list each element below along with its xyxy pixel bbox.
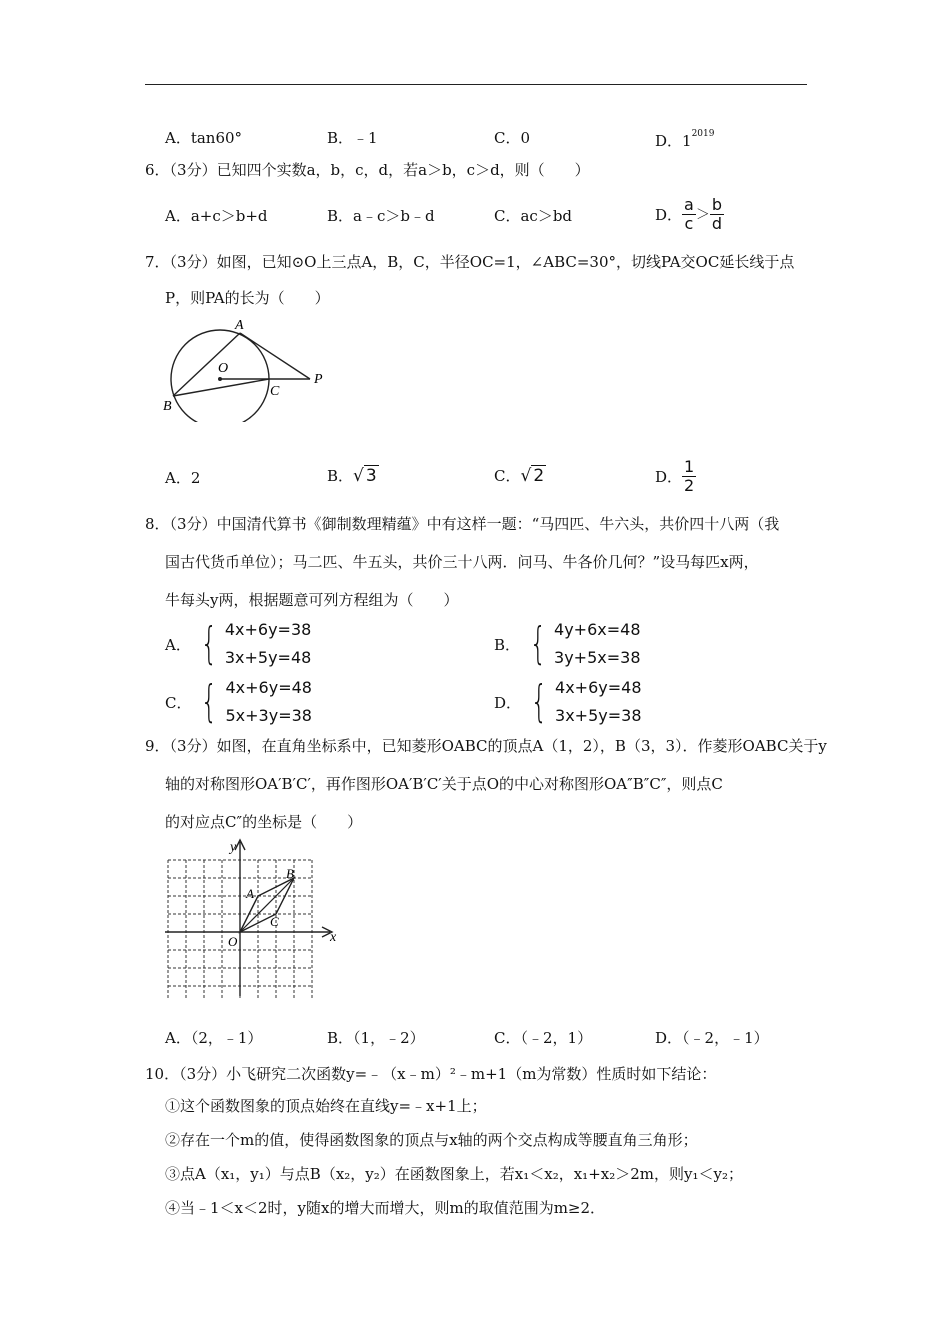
label-b: B [286,866,294,881]
fraction-denominator: d [711,214,722,233]
brace-icon: { [201,676,218,727]
q10-statement-3: ③点A（x₁，y₁）与点B（x₂，y₂）在函数图象上，若x₁＜x₂，x₁+x₂＞2m，则y₁＜y₂； [165,1165,743,1183]
q10-stem: 10．（3分）小飞研究二次函数y=﹣（x﹣m）²﹣m+1（m为常数）性质时如下结论： [145,1065,717,1083]
q6-stem: 6．（3分）已知四个实数a，b，c，d，若a＞b，c＞d，则（ ） [145,161,590,179]
q9-option-b[interactable]: B．（1，﹣2） [327,1029,425,1047]
q5-option-d[interactable] [655,128,714,151]
brace-icon: { [529,618,547,669]
fraction-denominator: 2 [684,476,695,495]
q7-circle-figure [160,312,340,422]
fraction-denominator: c [684,214,694,233]
q7-option-d[interactable] [655,458,696,495]
q9-stem-line2: 轴的对称图形OA′B′C′，再作图形OA′B′C′关于点O的中心对称图形OA″B″C″，则点C [165,775,723,793]
equation-1: 4x+6y=48 [555,678,642,697]
equation-1: 4x+6y=38 [224,620,312,639]
option-label: B． [494,635,521,654]
q7-option-d-label: D． [655,467,683,486]
q5-option-d-exponent: 2019 [691,129,715,139]
fraction-numerator: 1 [684,457,695,476]
label-a: A [246,886,254,901]
fraction-one-half [682,458,696,495]
option-label: C． [165,693,192,712]
q9-option-c[interactable]: C．（﹣2，1） [494,1029,593,1047]
label-o: O [228,934,238,949]
q6-fraction-a-over-c [682,196,696,233]
q10-statement-1: ①这个函数图象的顶点始终在直线y=﹣x+1上； [165,1097,487,1115]
label-b: B [163,399,172,414]
option-label: D． [494,693,522,712]
equation-1: 4y+6x=48 [554,620,641,639]
q9-option-d[interactable]: D．（﹣2，﹣1） [655,1029,769,1047]
brace-icon: { [200,618,218,669]
radicand: 3 [365,466,377,486]
q7-option-b-label: B． [327,467,354,485]
q6-fraction-b-over-d [710,196,724,233]
option-label: A． [165,635,191,654]
circle-o [171,330,269,422]
q7-option-b[interactable] [327,466,379,486]
label-c: C [270,914,279,929]
q8-option-c[interactable] [165,674,312,730]
label-c: C [270,384,280,399]
label-x: x [330,930,337,945]
q6-option-a[interactable]: A．a+c＞b+d [165,207,268,225]
q8-option-d[interactable] [494,674,642,730]
equation-2: 3x+5y=48 [224,648,312,667]
q7-option-c[interactable] [494,466,546,486]
q6-greater-than: ＞ [695,206,710,223]
sqrt-2: √ 2 [520,466,545,486]
q8-option-b[interactable] [494,616,641,672]
equation-2: 5x+3y=38 [225,706,312,725]
q7-option-c-label: C． [494,467,521,485]
sqrt-3: √ 3 [353,466,377,486]
brace-icon: { [530,676,548,727]
label-a: A [235,318,244,333]
header-rule [145,84,807,85]
radicand: 2 [533,466,545,486]
equation-1: 4x+6y=48 [225,678,312,697]
q6-option-b[interactable]: B．a﹣c＞b﹣d [327,207,435,225]
label-o: O [218,361,229,376]
fraction-numerator: b [711,195,722,214]
q8-stem-line1: 8．（3分）中国清代算书《御制数理精蕴》中有这样一题：“马四匹、牛六头，共价四十八两（我 [145,515,780,533]
q7-stem-line2: P，则PA的长为（ ） [165,289,330,307]
q7-option-a[interactable]: A．2 [165,469,201,487]
q9-stem-line1: 9．（3分）如图，在直角坐标系中，已知菱形OABC的顶点A（1，2），B（3，3）．作菱形OABC关于y [145,737,827,755]
q9-option-a[interactable]: A．（2，﹣1） [165,1029,263,1047]
q6-option-d[interactable] [655,196,724,233]
q8-stem-line3: 牛每头y两，根据题意可列方程组为（ ） [165,591,459,609]
q5-option-c[interactable]: C．0 [494,129,531,147]
tangent-pa [240,333,310,379]
q8-stem-line2: 国古代货币单位）；马二匹、牛五头，共价三十八两．问马、牛各价几何？”设马每匹x两， [165,553,759,571]
q9-coordinate-figure [160,838,350,998]
label-y: y [230,840,237,855]
fraction-numerator: a [684,195,694,214]
q6-option-c[interactable]: C．ac＞bd [494,207,573,225]
label-p: P [314,372,323,387]
q10-statement-2: ②存在一个m的值，使得函数图象的顶点与x轴的两个交点构成等腰直角三角形； [165,1131,698,1149]
q6-option-d-label: D． [655,205,683,224]
q8-option-a[interactable] [165,616,311,672]
q7-stem-line1: 7．（3分）如图，已知⊙O上三点A，B，C，半径OC=1，∠ABC=30°，切线PA交OC延长线于点 [145,253,795,271]
equation-2: 3y+5x=38 [554,648,641,667]
q5-option-d-base: D．1 [655,132,692,150]
q5-option-b[interactable]: B．﹣1 [327,129,378,147]
q9-stem-line3: 的对应点C″的坐标是（ ） [165,813,363,831]
center-point [218,377,222,381]
q5-option-a[interactable]: A．tan60° [165,129,243,147]
equation-2: 3x+5y=38 [555,706,642,725]
q10-statement-4: ④当﹣1＜x＜2时，y随x的增大而增大，则m的取值范围为m≥2． [165,1199,606,1217]
